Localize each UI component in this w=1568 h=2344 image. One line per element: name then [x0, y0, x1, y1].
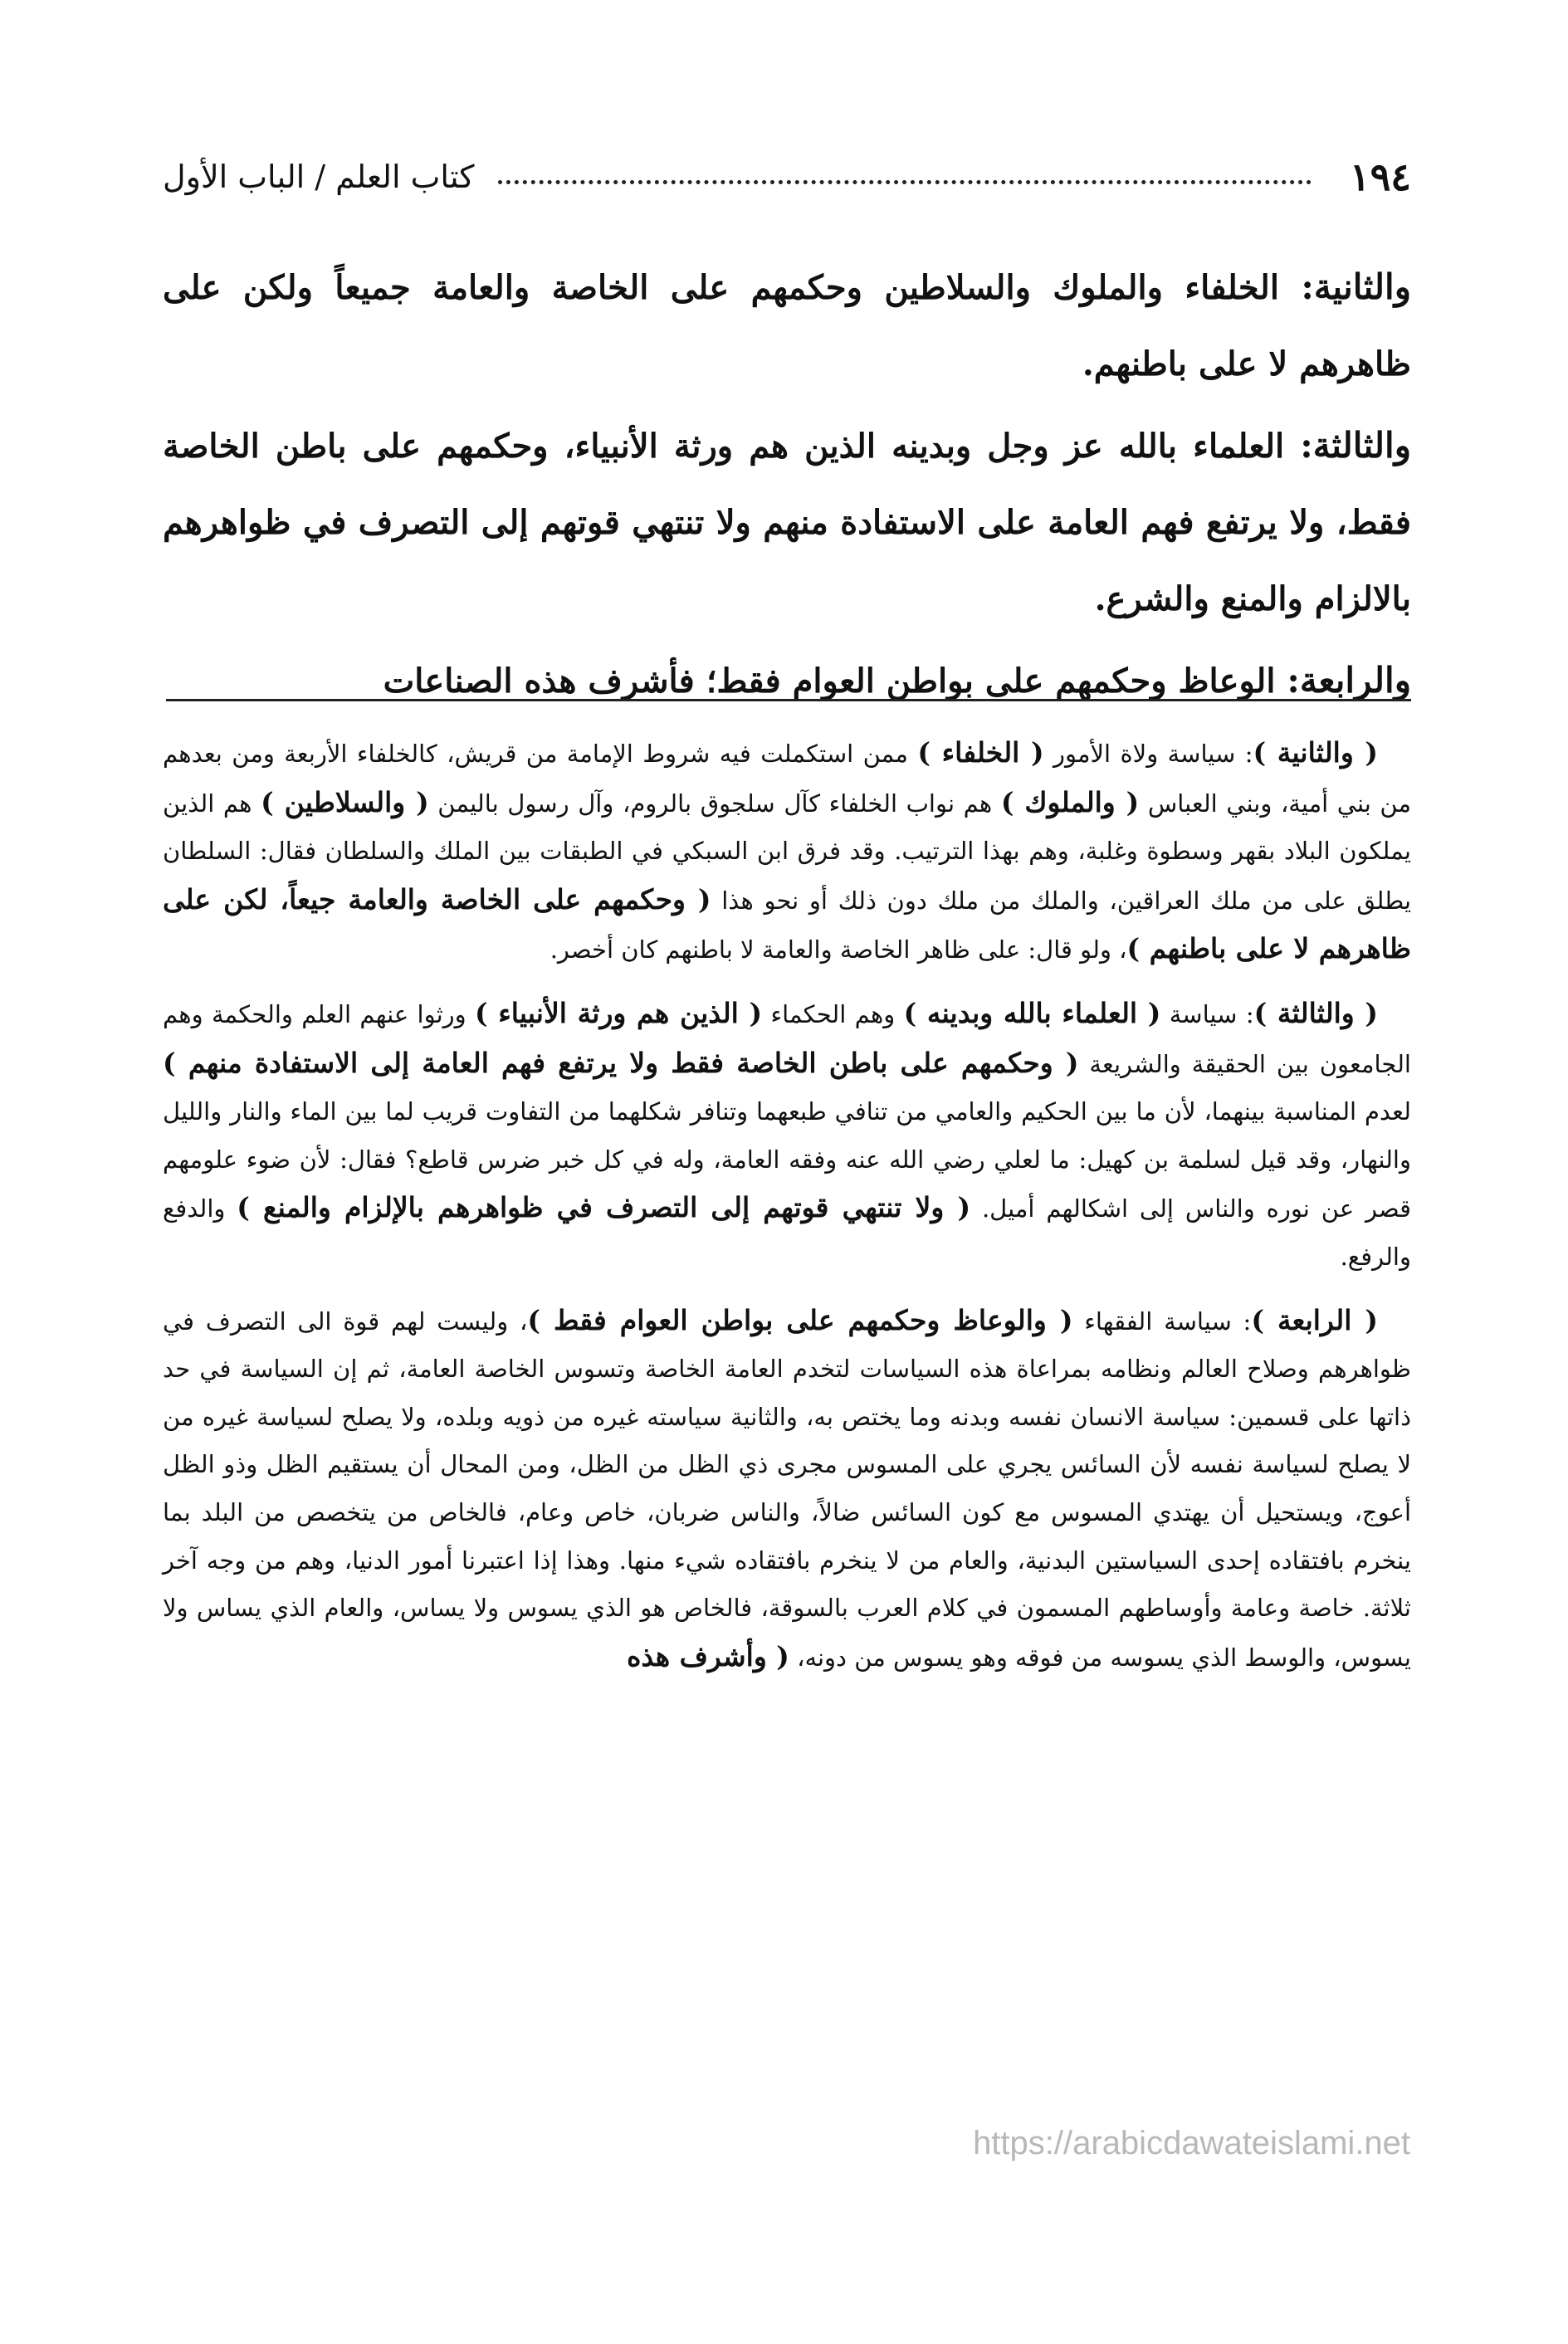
- commentary-paragraph: [163, 1297, 1411, 1682]
- bold-quote: ( وحكمهم على باطن الخاصة فقط ولا يرتفع فهم العامة إلى الاستفادة منهم ): [163, 1046, 1079, 1079]
- bold-quote: ( والسلاطين ): [261, 785, 429, 818]
- commentary-text: : سياسة الفقهاء: [1072, 1306, 1252, 1336]
- commentary-paragraph: [163, 729, 1411, 974]
- commentary-text: ممن استكملت فيه شروط الإمامة من قريش، كالخلفاء الأربعة ومن بعدهم من بني أمية، وبني العباس: [163, 740, 1412, 818]
- main-paragraph: [163, 408, 1411, 637]
- commentary-text: هم نواب الخلفاء كآل سلجوق بالروم، وآل رسول باليمن: [428, 789, 1001, 818]
- footnote-separator: [166, 699, 1411, 701]
- paragraph-lead: والثانية:: [1301, 266, 1411, 307]
- main-paragraph: [163, 249, 1411, 403]
- commentary-text: لعدم المناسبة بينهما، لأن ما بين الحكيم والعامي من تنافي طبعهما وتنافر شكلهما من التفاوت قريب لما بين الماء والنار والليل والنهار، وقد قيل لسلمة بن كهيل: ما لعلي رضي الله عنه وفقه العامة، وله في كل خبر ضرس قاطع؟ فقال: لأن ضوء علومهم قصر عن نوره والناس إلى اشكالهم أميل.: [163, 1097, 1412, 1223]
- bold-quote: ( وحكمهم على الخاصة والعامة جيعاً، لكن على ظاهرهم لا على باطنهم ): [163, 882, 1411, 965]
- main-paragraph: [163, 642, 1411, 720]
- paragraph-lead: والرابعة:: [1287, 660, 1411, 701]
- paragraph-lead: والثالثة:: [1300, 425, 1411, 466]
- commentary-text: ، ولو قال: على ظاهر الخاصة والعامة لا باطنهم كان أخصر.: [550, 935, 1127, 964]
- commentary-text: هم الذين يملكون البلاد بقهر وسطوة وغلبة، وهم بهذا الترتيب. وقد فرق ابن السبكي في الطبقات بين الملك والسلطان فقال: السلطان يطلق على من ملك العراقين، والملك من ملك دون ذلك أو نحو هذا: [163, 789, 1412, 915]
- watermark-url: https://arabicdawateislami.net: [973, 2125, 1410, 2161]
- page-number: ١٩٤: [1349, 154, 1411, 199]
- paragraph-text: الوعاظ وحكمهم على بواطن العوام فقط؛ فأشرف هذه الصناعات: [383, 662, 1287, 701]
- bold-quote: ( الذين هم ورثة الأنبياء ): [475, 996, 763, 1029]
- commentary-text: والدفع والرفع.: [163, 1194, 1411, 1271]
- commentary-text: : سياسة: [1160, 999, 1254, 1028]
- bold-quote: ( والملوك ): [1000, 785, 1140, 818]
- bold-quote: ( وأشرف هذه: [627, 1639, 789, 1673]
- page-header: [163, 148, 1411, 206]
- dotted-leader: [498, 180, 1312, 184]
- commentary-text: : سياسة ولاة الأمور: [1043, 740, 1253, 768]
- bold-quote: ( العلماء بالله وبدينه ): [903, 996, 1161, 1029]
- commentary-text: ورثوا عنهم العلم والحكمة وهم الجامعون بين الحقيقة والشريعة: [163, 999, 1411, 1078]
- bold-quote: ( الرابعة ): [1251, 1303, 1378, 1336]
- bold-quote: ( ولا تنتهي قوتهم إلى التصرف في ظواهرهم بالإلزام والمنع ): [237, 1191, 971, 1224]
- main-text: [163, 249, 1411, 725]
- bold-quote: ( والوعاظ وحكمهم على بواطن العوام فقط ): [527, 1303, 1073, 1336]
- bold-quote: ( والثالثة ): [1253, 996, 1378, 1029]
- paragraph-text: العلماء بالله عز وجل وبدينه الذين هم ورثة الأنبياء، وحكمهم على باطن الخاصة فقط، ولا يرتفع فهم العامة على الاستفادة منهم ولا تنتهي قوتهم إلى التصرف في ظواهرهم بالالزام والمنع والشرع.: [163, 427, 1411, 618]
- running-title: كتاب العلم / الباب الأول: [163, 159, 475, 195]
- bold-quote: ( والثانية ): [1253, 736, 1379, 769]
- commentary-text: وهم الحكماء: [762, 999, 904, 1028]
- bold-quote: ( الخلفاء ): [917, 736, 1044, 769]
- commentary-text: ، وليست لهم قوة الى التصرف في ظواهرهم وصلاح العالم ونظامه بمراعاة هذه السياسات لتخدم العامة الخاصة وتسوس الخاصة العامة، ثم إن السياسة في حد ذاتها على قسمين: سياسة الانسان نفسه وبدنه وما يختص به، والثانية سياسته غيره من ذويه وبلده، ولا يصلح لسياسة غيره من لا يصلح لسياسة نفسه لأن السائس يجري على المسوس مجرى ذي الظل من الظل، ومن المحال أن يستقيم الظل وذو الظل أعوج، ويستحيل أن يهتدي المسوس مع كون السائس ضالاً، والناس ضربان، خاص وعام، فالخاص من يتخصص من البلد بما ينخرم بافتقاده إحدى السياستين البدنية، والعام من لا ينخرم بافتقاده شيء منها. وهذا إذا اعتبرنا أمور الدنيا، وهم من وجه آخر ثلاثة. خاصة وعامة وأوساطهم المسمون في كلام العرب بالسوقة، فالخاص هو الذي يسوس ولا يساس، والعام الذي يساس ولا يسوس، والوسط الذي يسوسه من فوقه وهو يسوس من دونه،: [163, 1306, 1411, 1672]
- commentary-paragraph: [163, 989, 1411, 1282]
- commentary: [163, 729, 1411, 1697]
- paragraph-text: الخلفاء والملوك والسلاطين وحكمهم على الخاصة والعامة جميعاً ولكن على ظاهرهم لا على باطنهم.: [163, 268, 1411, 383]
